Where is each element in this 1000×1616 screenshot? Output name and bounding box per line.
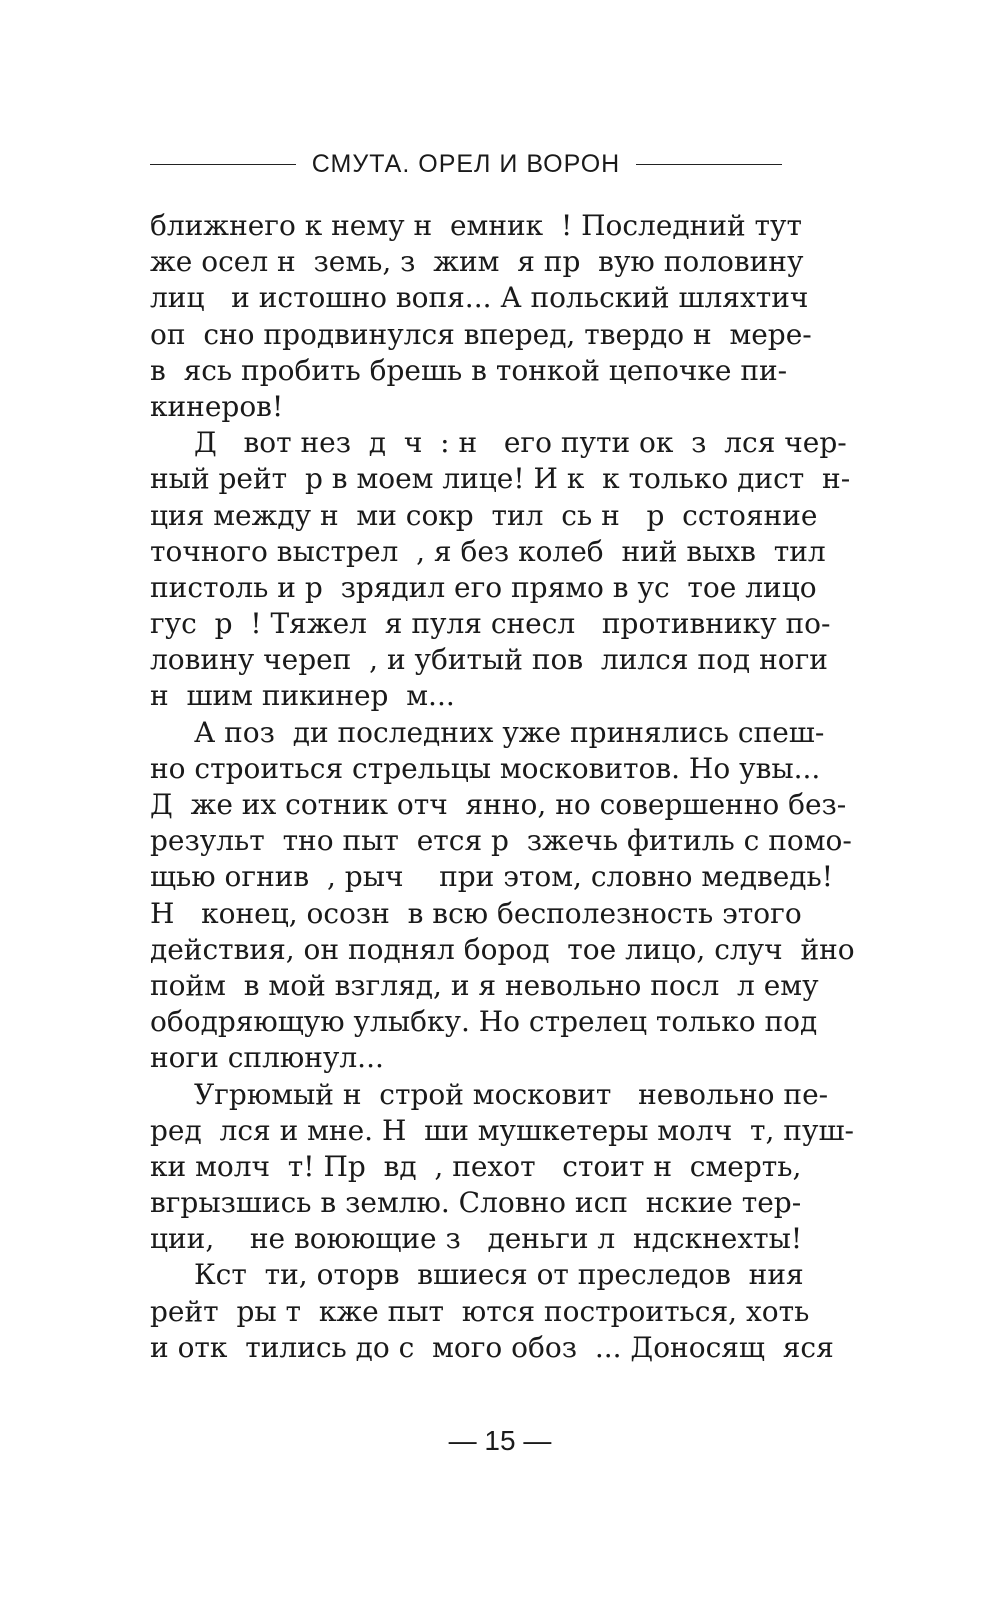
text-line: ближнего к нему н емник ! Последний тут (150, 209, 802, 242)
text-line: А поз ди последних уже принялись спеш- (194, 715, 825, 749)
text-line: пистоль и р зрядил его прямо в ус тое лицо (150, 570, 817, 604)
text-line: лиц и истошно вопя... А польский шляхтич (150, 281, 809, 315)
body-text (150, 208, 855, 1366)
text-line: в ясь пробить брешь в тонкой цепочке пи- (150, 353, 788, 387)
text-line: результ тно пыт ется р зжечь фитиль с помо- (150, 824, 852, 858)
text-line: точного выстрел , я без колеб ний выхв тил (150, 534, 826, 568)
text-line: гус р ! Тяжел я пуля снесл противнику по- (150, 607, 831, 641)
text-line: Н конец, осозн в всю бесполезность этого (150, 896, 802, 930)
text-line: же осел н земь, з жим я пр вую половину (150, 245, 804, 279)
header-rule-right (636, 164, 782, 165)
text-line: ки молч т! Пр вд , пехот стоит н смерть, (150, 1149, 802, 1183)
text-line: действия, он поднял бород тое лицо, случ йно (150, 932, 855, 966)
text-line: ободряющую улыбку. Но стрелец только под (150, 1005, 818, 1039)
text-line: рейт ры т кже пыт ются построиться, хоть (150, 1294, 810, 1328)
running-header (150, 150, 782, 179)
text-line: вгрызшись в землю. Словно исп нские тер- (150, 1186, 802, 1220)
text-line: ноги сплюнул... (150, 1041, 384, 1075)
text-line: ции, не воюющие з деньги л ндскнехты! (150, 1222, 803, 1256)
text-line: ция между н ми сокр тил сь н р сстояние (150, 498, 818, 532)
running-title: СМУТА. ОРЕЛ И ВОРОН (311, 150, 621, 178)
text-line: и отк тились до с мого обоз ... Доносящ яся (150, 1330, 834, 1364)
text-line: ред лся и мне. Н ши мушкетеры молч т, пуш- (150, 1113, 854, 1147)
text-line: но строиться стрельцы московитов. Но увы... (150, 751, 821, 785)
header-rule-left (150, 164, 296, 165)
text-line: Кст ти, оторв вшиеся от преследов ния (194, 1258, 804, 1292)
text-line: Угрюмый н строй московит невольно пе- (194, 1077, 829, 1111)
text-line: Д вот нез д ч : н его пути ок з лся чер- (194, 426, 847, 460)
text-line: н шим пикинер м... (150, 679, 455, 713)
text-line: щью огнив , рыч при этом, словно медведь! (150, 860, 834, 894)
text-line: кинеров! (150, 389, 284, 423)
text-line: ловину череп , и убитый пов лился под ноги (150, 643, 828, 677)
text-line: пойм в мой взгляд, и я невольно посл л ему (150, 968, 819, 1002)
text-line: Д же их сотник отч янно, но совершенно без- (150, 788, 847, 821)
page-number: — 15 — (448, 1425, 552, 1456)
text-line: ный рейт р в моем лице! И к к только дист н- (150, 462, 851, 496)
text-line: оп сно продвинулся вперед, твердо н мере- (150, 317, 812, 351)
